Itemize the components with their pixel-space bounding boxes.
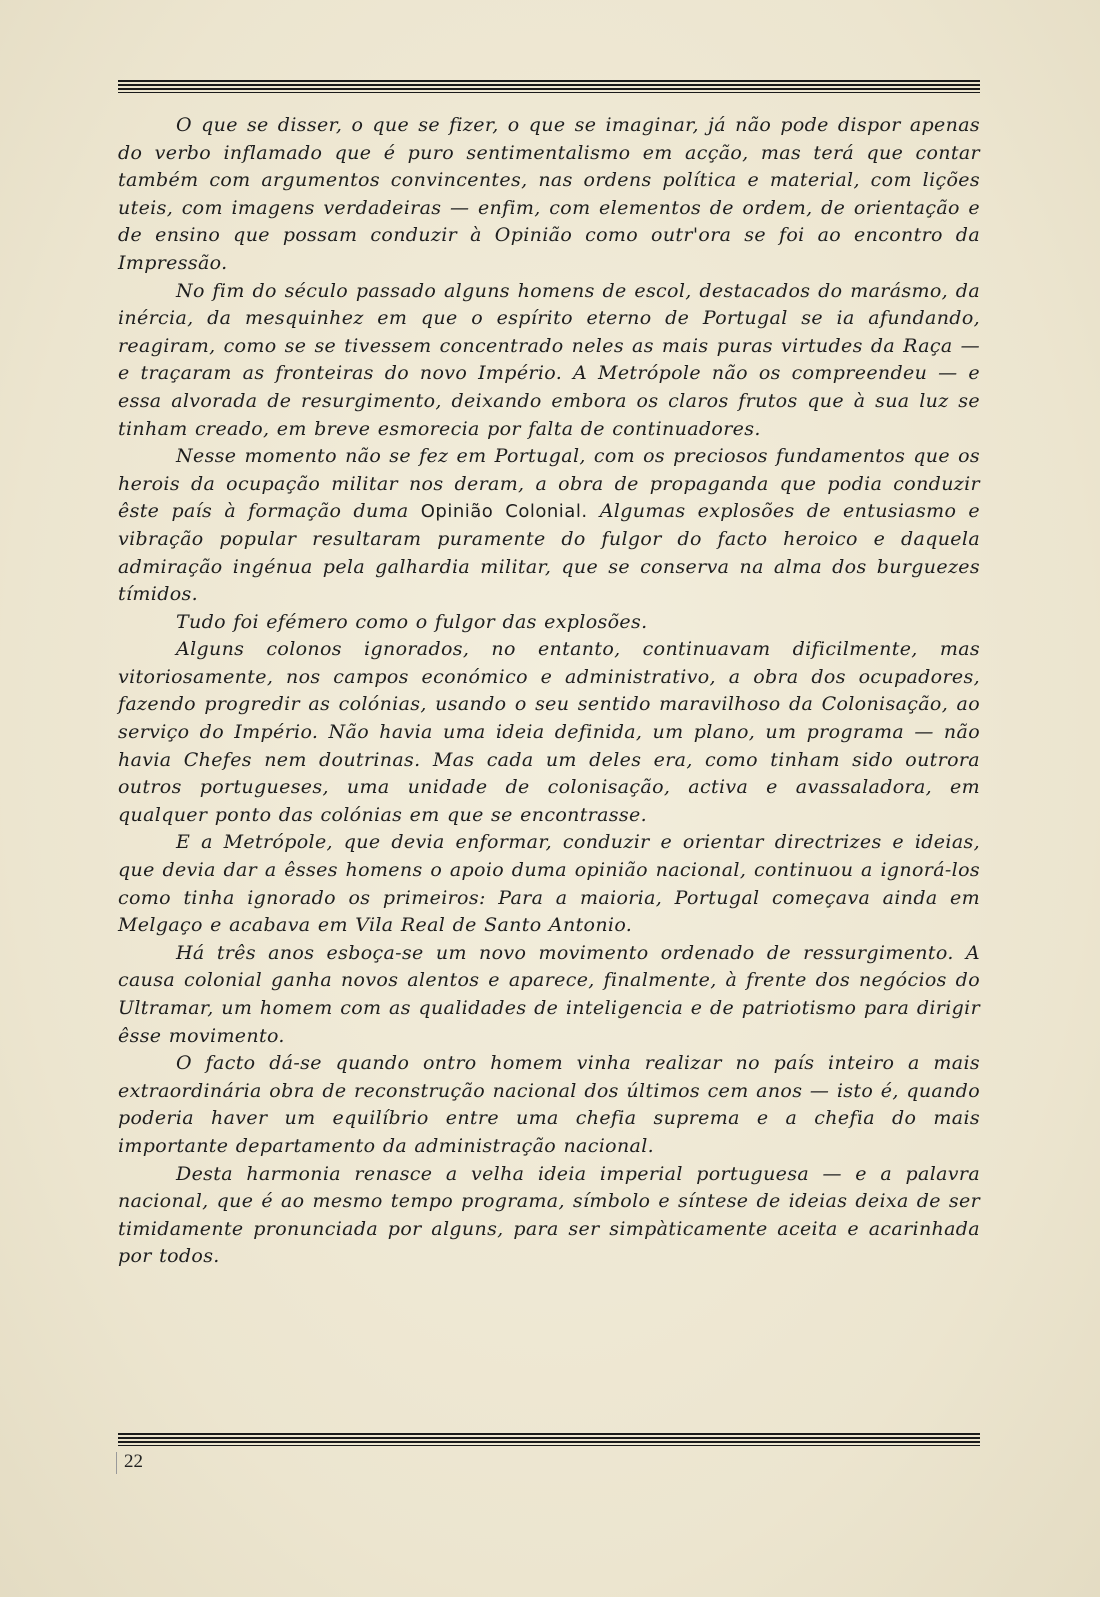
rule-line bbox=[118, 88, 980, 90]
paragraph: O facto dá-se quando ontro homem vinha realizar no país inteiro a mais extraordinária obra de reconstrução nacional dos últimos cem anos — isto é, quando poderia haver um equilíbrio entre uma chefia suprema e a chefia do mais importante departamento da administração nacional. bbox=[118, 1052, 980, 1157]
paragraph: O que se disser, o que se fizer, o que se imaginar, já não pode dispor apenas do verbo inflamado que é puro sentimentalismo em acção, mas terá que contar também com argumentos convincentes, nas ordens política e material, com lições uteis, com imagens verdadeiras — enfim, com elementos de ordem, de orientação e de ensino que possam conduzir à Opinião como outr'ora se foi ao encontro da Impressão. bbox=[118, 114, 980, 274]
rule-line bbox=[118, 84, 980, 86]
paragraph: Desta harmonia renasce a velha ideia imperial portuguesa — e a palavra nacional, que é ao mesmo tempo programa, símbolo e síntese de ideias deixa de ser timidamente pronunciada por alguns, para ser simpàticamente aceita e acarinhada por todos. bbox=[118, 1162, 980, 1268]
rule-line bbox=[118, 1445, 980, 1446]
paragraph: No fim do século passado alguns homens de escol, destacados do marásmo, da inércia, da mesquinhez em que o espírito eterno de Portugal se ia afundando, reagiram, como se se tivessem concentrado neles as mais puras virtudes da Raça — e traçaram as fronteiras do novo Império. A Metrópole não os compreendeu — e essa alvorada de resurgimento, deixando embora os claros frutos que à sua luz se tinham creado, em breve esmorecia por falta de continuadores. bbox=[118, 279, 980, 440]
rule-line bbox=[118, 80, 980, 82]
paragraph-text: Nesse momento não se fez em Portugal, com os preciosos fundamentos que os herois da ocupação militar nos deram, a obra de propaganda que podia conduzir êste país à formação duma bbox=[118, 445, 980, 523]
margin-mark bbox=[116, 1452, 117, 1474]
emphasized-term: Opinião Colonial. bbox=[420, 501, 588, 523]
paragraph bbox=[118, 443, 980, 609]
article-body bbox=[118, 112, 980, 1271]
rule-line bbox=[118, 1433, 980, 1435]
paragraph: Há três anos esboça-se um novo movimento ordenado de ressurgimento. A causa colonial ganha novos alentos e aparece, finalmente, à frente dos negócios do Ultramar, um homem com as qualidades de inteligencia e de patriotismo para dirigir êsse movimento. bbox=[118, 941, 980, 1047]
rule-line bbox=[118, 1441, 980, 1443]
page-number: 22 bbox=[124, 1451, 143, 1472]
top-double-rule bbox=[118, 80, 980, 94]
paragraph: Tudo foi efémero como o fulgor das explosões. bbox=[176, 610, 648, 633]
paragraph: Alguns colonos ignorados, no entanto, continuavam dificilmente, mas vitoriosamente, nos campos económico e administrativo, a obra dos ocupadores, fazendo progredir as colónias, usando o seu sentido maravilhoso da Colonisação, ao serviço do Império. Não havia uma ideia definida, um plano, um programa — não havia Chefes nem doutrinas. Mas cada um deles era, como tinham sido outrora outros portugueses, uma unidade de colonisação, activa e avassaladora, em qualquer ponto das colónias em que se encontrasse. bbox=[118, 638, 980, 826]
rule-line bbox=[118, 1437, 980, 1439]
paragraph-text: Algumas explosões de entusiasmo e vibração popular resultaram puramente do fulgor do facto heroico e daquela admiração ingénua pela galhardia militar, que se conserva na alma dos burguezes tímidos. bbox=[118, 500, 981, 606]
rule-line bbox=[118, 92, 980, 93]
paragraph: E a Metrópole, que devia enformar, conduzir e orientar directrizes e ideias, que devia dar a êsses homens o apoio duma opinião nacional, continuou a ignorá-los como tinha ignorado os primeiros: Para a maioria, Portugal começava ainda em Melgaço e acabava em Vila Real de Santo Antonio. bbox=[118, 831, 980, 937]
bottom-double-rule bbox=[118, 1433, 980, 1449]
